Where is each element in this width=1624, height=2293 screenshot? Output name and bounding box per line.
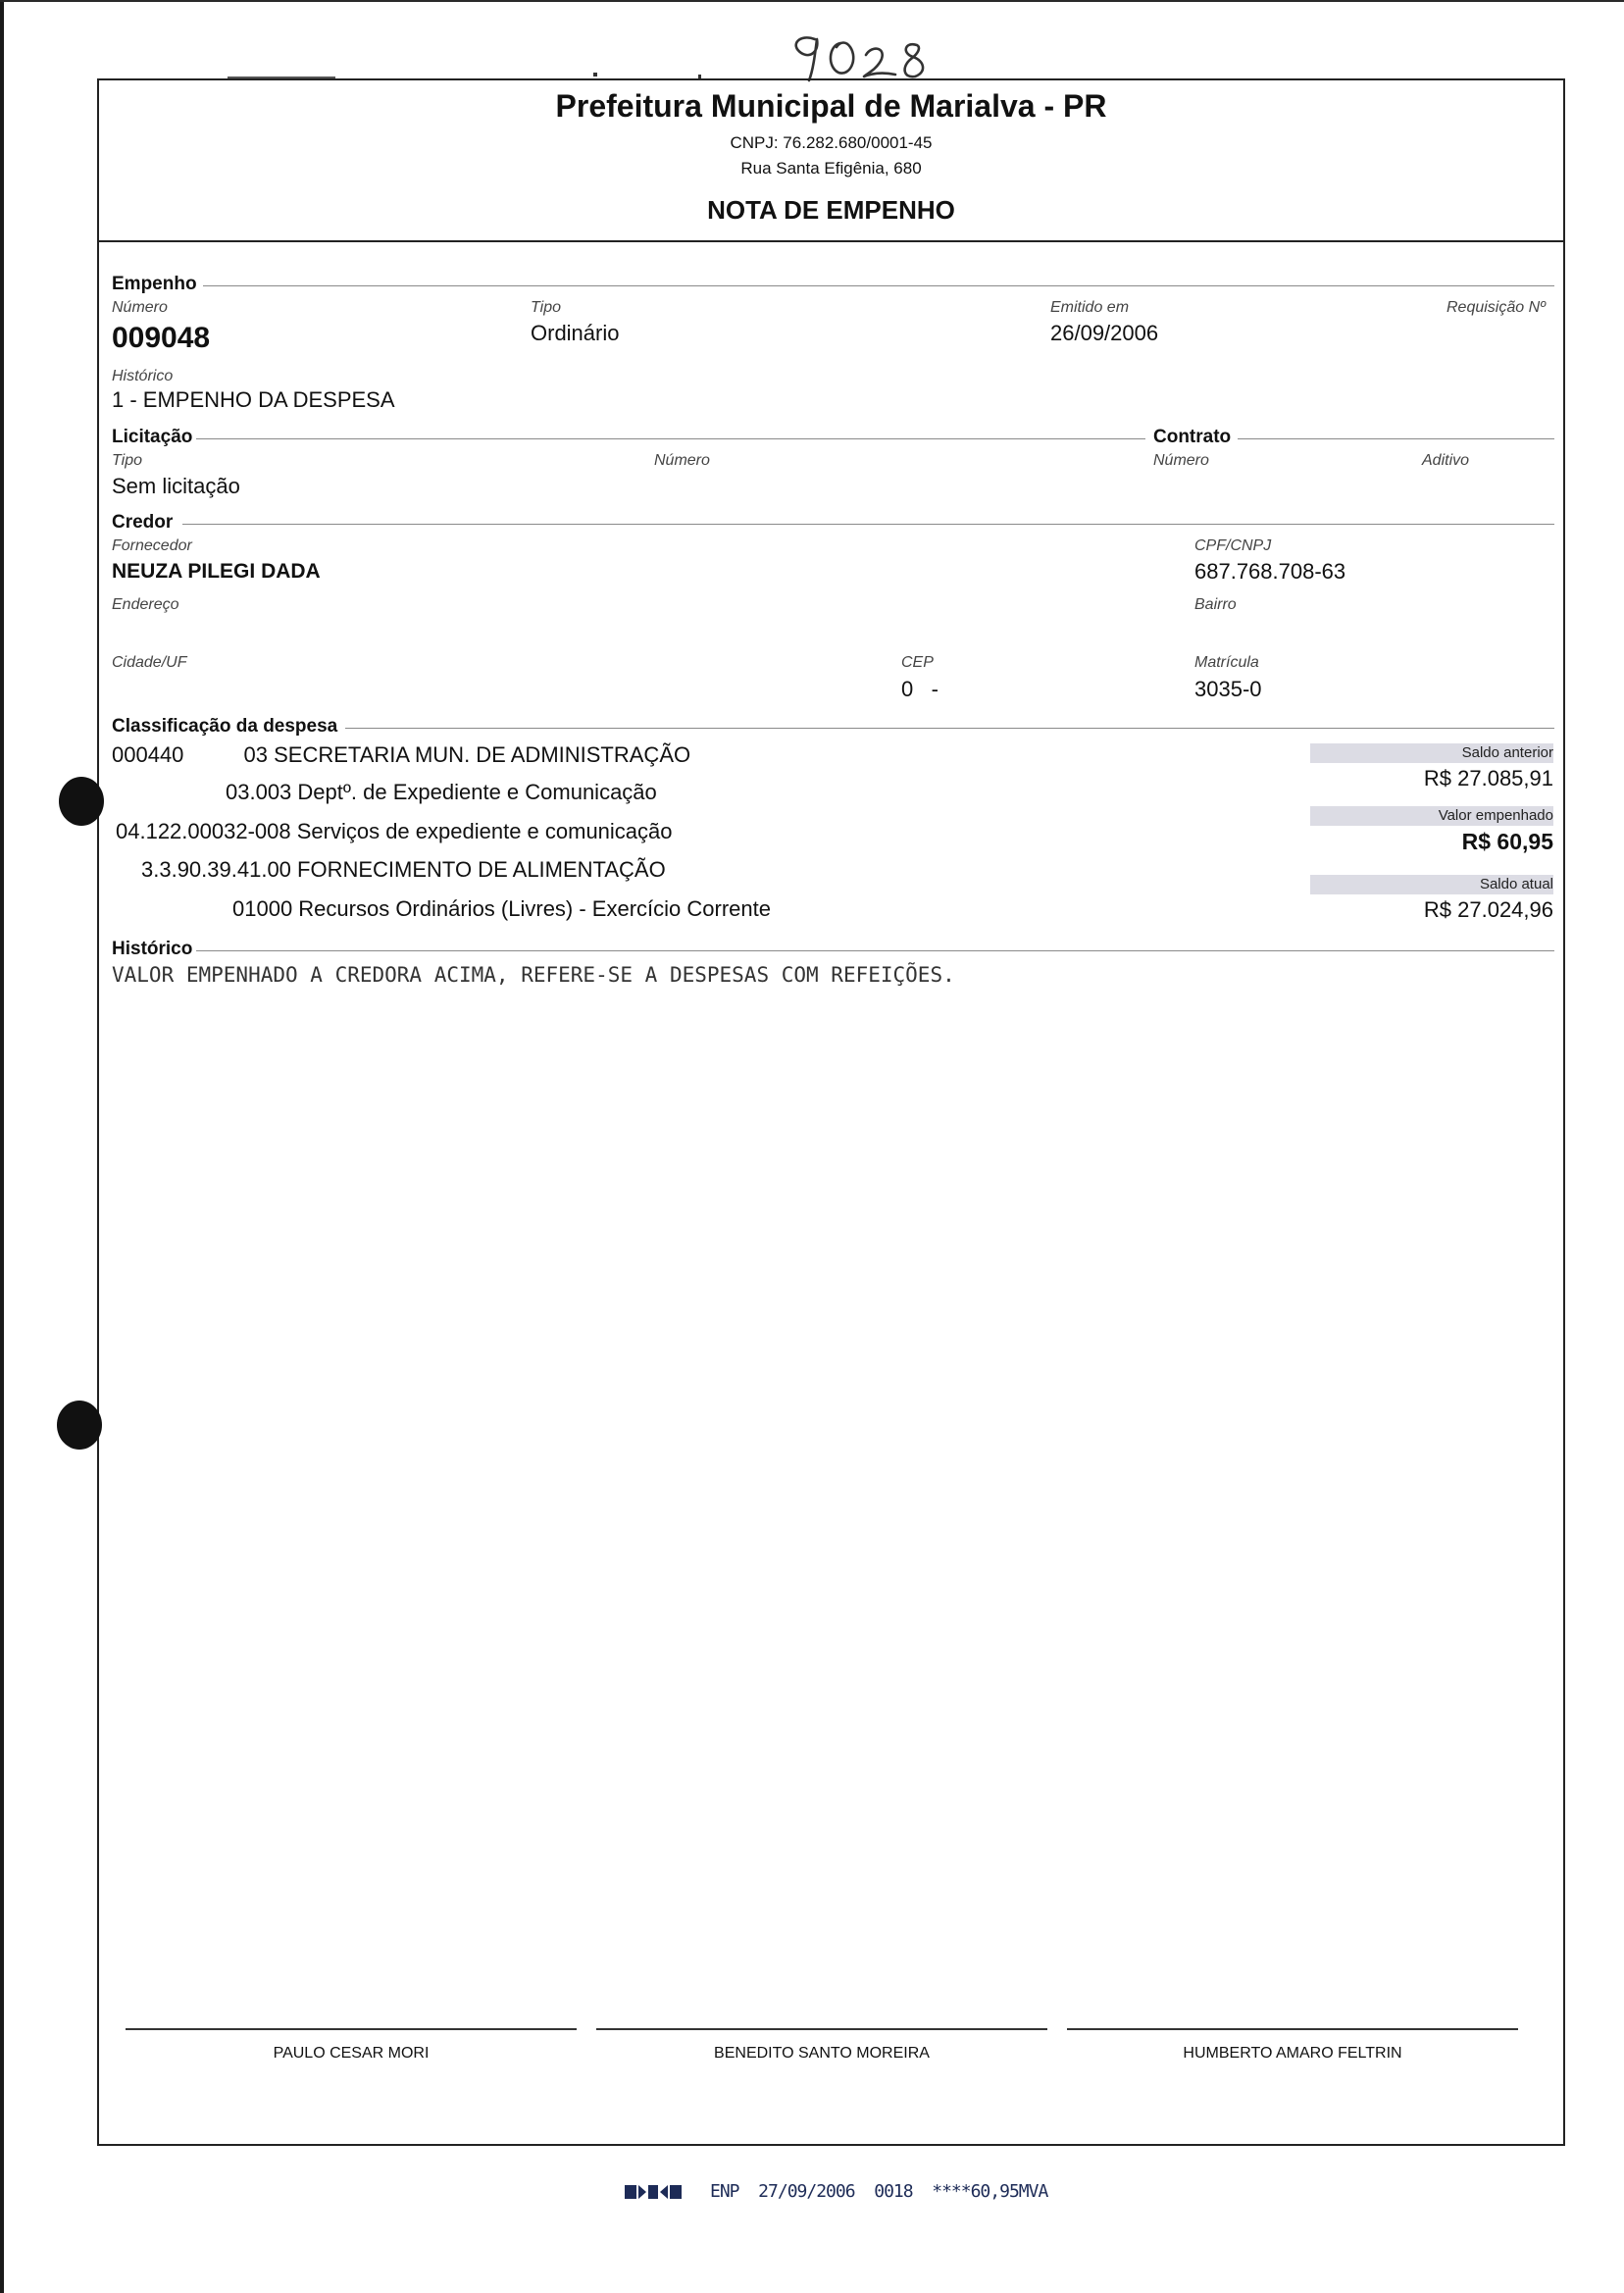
punch-hole: [59, 777, 104, 826]
cpf-value: 687.768.708-63: [1194, 559, 1346, 584]
section-line: [196, 438, 1145, 439]
section-line: [345, 728, 1554, 729]
emitido-value: 26/09/2006: [1050, 321, 1159, 345]
section-classificacao: Classificação da despesa: [112, 716, 338, 737]
matricula-label: Matrícula: [1194, 654, 1259, 671]
licitacao-tipo-label: Tipo: [112, 452, 142, 469]
saldo-atual-value: R$ 27.024,96: [1423, 897, 1553, 922]
saldo-anterior-label: Saldo anterior: [1461, 744, 1553, 761]
bairro-label: Bairro: [1194, 596, 1237, 613]
section-contrato: Contrato: [1153, 427, 1232, 447]
licitacao-numero-label: Número: [654, 452, 710, 469]
scan-edge-left: [0, 0, 4, 2293]
header-separator: [97, 240, 1565, 242]
signature-name-3: HUMBERTO AMARO FELTRIN: [1183, 2045, 1402, 2062]
saldo-anterior-value: R$ 27.085,91: [1423, 766, 1553, 790]
fornecedor-label: Fornecedor: [112, 537, 192, 554]
saldo-atual-label: Saldo atual: [1479, 876, 1553, 892]
signature-line: [596, 2028, 1047, 2030]
page-title: Prefeitura Municipal de Marialva - PR: [555, 88, 1107, 124]
section-line: [196, 950, 1554, 951]
requisicao-label: Requisição Nº: [1446, 299, 1546, 316]
section-line: [1238, 438, 1554, 439]
section-empenho: Empenho: [112, 274, 197, 294]
cep-value: 0 -: [901, 677, 939, 701]
cpf-label: CPF/CNPJ: [1194, 537, 1272, 554]
cidade-label: Cidade/UF: [112, 654, 187, 671]
numero-label: Número: [112, 299, 168, 316]
section-line: [182, 524, 1554, 525]
historico-text: VALOR EMPENHADO A CREDORA ACIMA, REFERE-SE A DESPESAS COM REFEIÇÕES.: [112, 963, 955, 987]
historico-label: Histórico: [112, 368, 174, 384]
valor-empenhado-label: Valor empenhado: [1438, 807, 1553, 824]
fornecedor-value: NEUZA PILEGI DADA: [112, 560, 321, 583]
signature-line: [1067, 2028, 1518, 2030]
emitido-label: Emitido em: [1050, 299, 1130, 316]
classificacao-line-1: 000440 03 SECRETARIA MUN. DE ADMINISTRAÇÃO: [112, 742, 691, 767]
classificacao-line-5: 01000 Recursos Ordinários (Livres) - Exercício Corrente: [232, 896, 771, 921]
cep-label: CEP: [901, 654, 934, 671]
licitacao-tipo-value: Sem licitação: [112, 474, 240, 498]
section-licitacao: Licitação: [112, 427, 193, 447]
signature-name-1: PAULO CESAR MORI: [273, 2045, 430, 2062]
aditivo-label: Aditivo: [1422, 452, 1470, 469]
scan-edge-top: [0, 0, 1624, 2]
handwritten-number: [780, 16, 956, 86]
classificacao-line-2: 03.003 Deptº. de Expediente e Comunicação: [226, 780, 657, 804]
valor-empenhado-value: R$ 60,95: [1461, 829, 1553, 854]
tipo-label: Tipo: [531, 299, 561, 316]
section-line: [203, 285, 1554, 286]
tipo-value: Ordinário: [531, 321, 620, 345]
empenho-number: 009048: [112, 322, 211, 354]
signature-name-2: BENEDITO SANTO MOREIRA: [714, 2045, 930, 2062]
section-historico: Histórico: [112, 939, 193, 959]
punch-hole: [57, 1401, 102, 1450]
endereco-label: Endereço: [112, 596, 179, 613]
document-title: NOTA DE EMPENHO: [707, 195, 955, 225]
cnpj: CNPJ: 76.282.680/0001-45: [730, 133, 933, 152]
classificacao-line-3: 04.122.00032-008 Serviços de expediente e comunicação: [116, 819, 673, 843]
classificacao-line-4: 3.3.90.39.41.00 FORNECIMENTO DE ALIMENTAÇÃO: [141, 857, 666, 882]
historico-value: 1 - EMPENHO DA DESPESA: [112, 387, 395, 412]
scan-mark: [593, 73, 597, 76]
bank-stamp: ENP 27/09/2006 0018 ****60,95MVA: [710, 2181, 1048, 2202]
matricula-value: 3035-0: [1194, 677, 1262, 701]
section-credor: Credor: [112, 512, 174, 533]
address: Rua Santa Efigênia, 680: [740, 159, 922, 178]
bank-logo: [625, 2181, 682, 2203]
contrato-numero-label: Número: [1153, 452, 1209, 469]
signature-line: [126, 2028, 577, 2030]
